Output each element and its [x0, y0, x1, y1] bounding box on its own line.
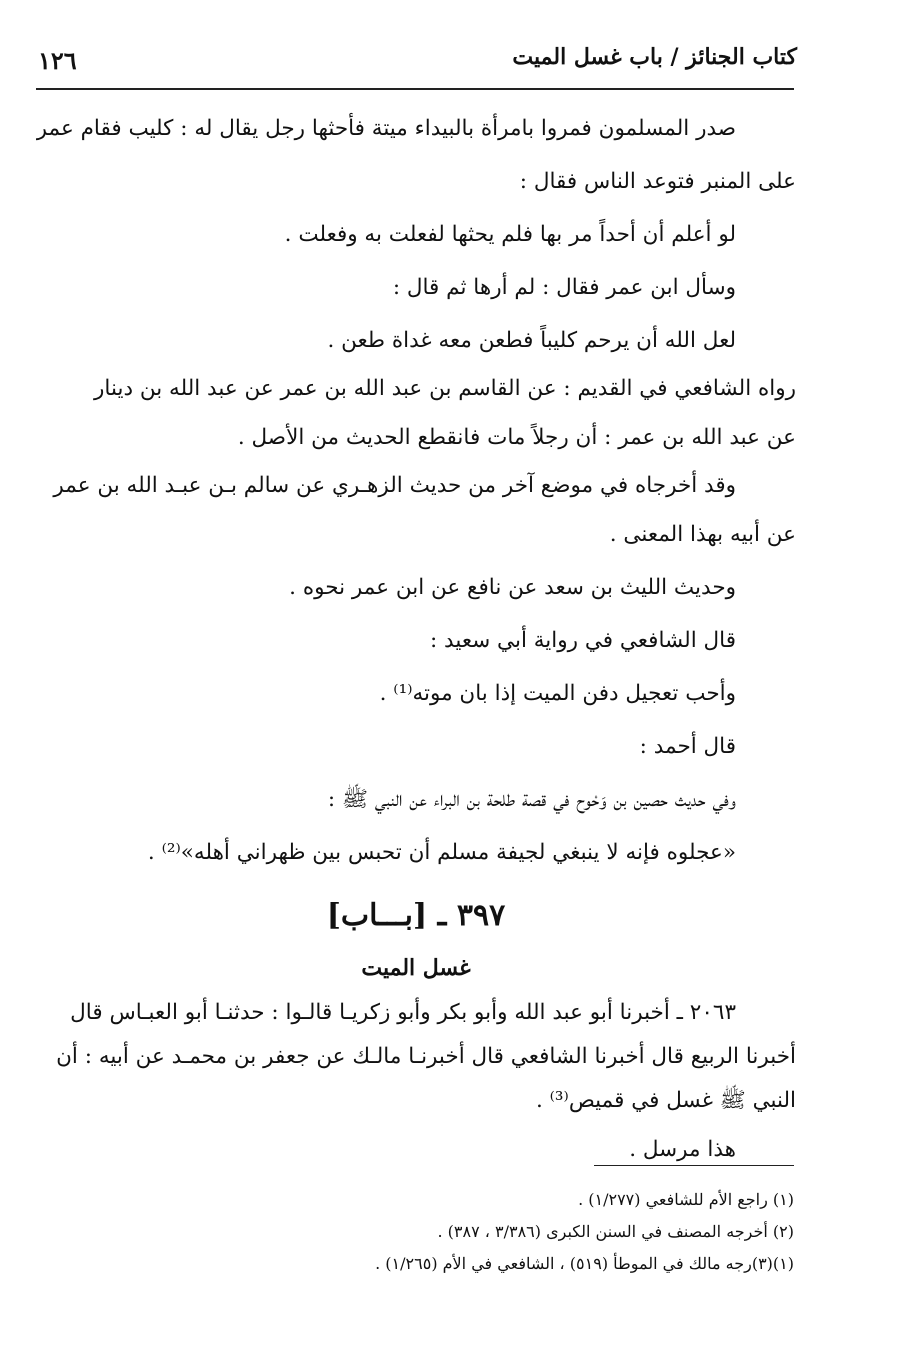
- text-line: عن عبد الله بن عمر : أن رجلاً مات فانقطع الحديث من الأصل .: [237, 425, 796, 450]
- chapter-title: ٣٩٧ ـ [بـــاب]: [326, 898, 506, 933]
- footnote: (٢) أخرجه المصنف في السنن الكبرى (٣/٣٨٦ ، ٣٨٧) .: [437, 1222, 794, 1241]
- text-line: وسأل ابن عمر فقال : لم أرها ثم قال :: [392, 275, 736, 300]
- text-line: قال أحمد :: [639, 734, 736, 759]
- footnote-divider: [594, 1165, 794, 1166]
- text-line: وأحب تعجيل دفن الميت إذا بان موته⁽¹⁾ .: [379, 681, 736, 706]
- footnote: (١) راجع الأم للشافعي (١/٢٧٧) .: [578, 1190, 794, 1209]
- text-line: أخبرنا الربيع قال أخبرنا الشافعي قال أخبرنـا مالـك عن جعفر بن محمـد عن أبيه : أن: [56, 1044, 796, 1069]
- text-line: النبي ﷺ غسل في قميص⁽³⁾ .: [535, 1088, 796, 1113]
- running-header-title: كتاب الجنائز / باب غسل الميت: [512, 44, 797, 70]
- text-line: لو أعلم أن أحداً مر بها فلم يحثها لفعلت به وفعلت .: [284, 222, 736, 247]
- footnote: (١)(٣)رجه مالك في الموطأ (٥١٩) ، الشافعي في الأم (١/٢٦٥) .: [375, 1254, 794, 1273]
- footnotes: [134, 1184, 794, 1280]
- text-line: عن أبيه بهذا المعنى .: [609, 522, 796, 547]
- header-divider: [36, 88, 794, 90]
- text-line: على المنبر فتوعد الناس فقال :: [519, 169, 796, 194]
- text-line: صدر المسلمون فمروا بامرأة بالبيداء ميتة فأحثها رجل يقال له : كليب فقام عمر: [36, 116, 736, 141]
- text-line: ٢٠٦٣ ـ أخبرنا أبو عبد الله وأبو بكر وأبو زكريـا قالـوا : حدثنـا أبو العبـاس قال: [70, 1000, 736, 1025]
- text-line: رواه الشافعي في القديم : عن القاسم بن عبد الله بن عمر عن عبد الله بن دينار: [94, 376, 796, 401]
- text-line: وحديث الليث بن سعد عن نافع عن ابن عمر نحوه .: [289, 575, 736, 600]
- text-line: وقد أخرجاه في موضع آخر من حديث الزهـري عن سالم بـن عبـد الله بن عمر: [53, 473, 736, 498]
- text-line: «عجلوه فإنه لا ينبغي لجيفة مسلم أن تحبس بين ظهراني أهله»⁽²⁾ .: [147, 840, 736, 865]
- page-number: ١٢٦: [38, 46, 77, 75]
- text-line: قال الشافعي في رواية أبي سعيد :: [429, 628, 736, 653]
- text-line: لعل الله أن يرحم كليباً فطعن معه غداة طعن .: [327, 328, 736, 353]
- main-text: [36, 102, 796, 1176]
- text-line: هذا مرسل .: [629, 1137, 736, 1162]
- text-line: وفي حديث حصين بن وَحْوح في قصة طلحة بن البراء عن النبي ﷺ :: [327, 787, 736, 812]
- chapter-subtitle: غسل الميت: [361, 955, 471, 981]
